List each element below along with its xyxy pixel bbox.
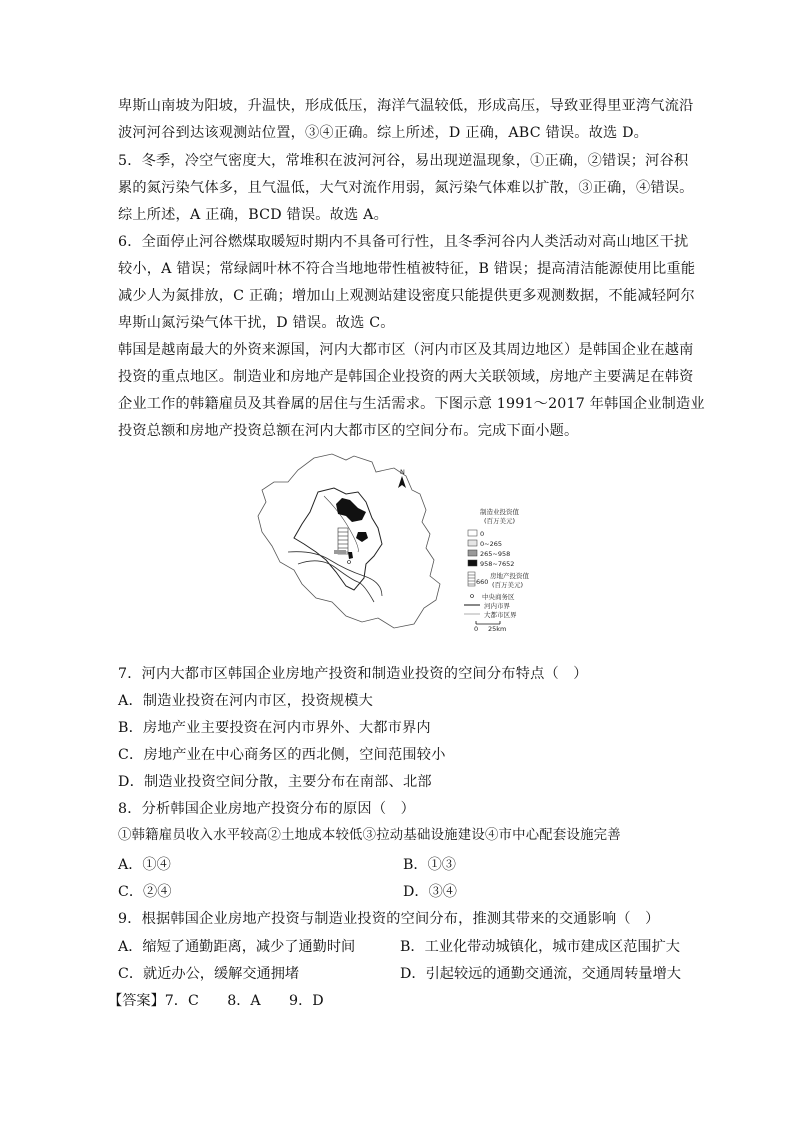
manufacturing-mid [334,550,346,554]
text-line: 卑斯山氮污染气体干扰，D 错误。故选 C。 [118,315,395,331]
text-line: 减少人为氮排放，C 正确；增加山上观测站建设密度只能提供更多观测数据，不能减轻阿尔 [118,288,695,304]
legend-realestate-value: 660 [476,578,489,586]
svg-text:N: N [400,468,405,476]
option-8d: D．③④ [403,884,457,900]
option-7a: A．制造业投资在河内市区，投资规模大 [118,693,374,709]
manufacturing-high [336,498,366,522]
text-line: 波河河谷到达该观测站位置，③④正确。综上所述，D 正确，ABC 错误。故选 D。 [118,125,649,141]
text-line: 6．全面停止河谷燃煤取暖短时期内不具备可行性，且冬季河谷内人类活动对高山地区干扰 [118,234,689,250]
scale-zero: 0 [474,625,479,632]
statements-8: ①韩籍雇员收入水平较高②土地成本较低③拉动基础设施建设④市中心配套设施完善 [118,828,621,843]
text-line: 综上所述，A 正确，BCD 错误。故选 A。 [118,207,388,223]
option-8a: A．①④ [118,857,171,873]
option-7d: D．制造业投资空间分散，主要分布在南部、北部 [118,774,432,790]
option-8c: C．②④ [118,884,172,900]
text-line: 投资的重点地区。制造业和房地产是韩国企业投资的两大关联领域，房地产主要满足在韩资 [118,369,694,385]
text-line: 企业工作的韩籍雇员及其眷属的居住与生活需求。下图示意 1991～2017 年韩国企业制造业 [118,396,705,412]
option-7c: C．房地产业在中心商务区的西北侧，空间范围较小 [118,747,446,763]
legend-class: 0~265 [480,540,502,548]
text-line: 投资总额和房地产投资总额在河内大都市区的空间分布。完成下面小题。 [118,423,579,439]
option-9c: C．就近办公，缓解交通拥堵 [118,966,300,982]
metro-boundary [258,454,440,628]
north-arrow-icon [398,468,406,488]
legend-title: 制造业投资值 [480,508,519,516]
legend-hanoi: 河内市界 [484,602,510,610]
manufacturing-high [356,532,368,542]
legend-class: 0 [480,530,485,538]
text-line: 较小，A 错误；常绿阔叶林不符合当地地带性植被特征，B 错误；提高清洁能源使用比重能 [118,261,696,277]
cbd-marker [348,561,351,564]
text-line: 韩国是越南最大的外资来源国，河内大都市区（河内市区及其周边地区）是韩国企业在越南 [118,342,694,358]
legend-cbd: 中央商务区 [482,593,515,601]
option-9d: D．引起较远的通勤交通流，交通周转量增大 [400,966,681,982]
option-9a: A．缩短了通勤距离，减少了通勤时间 [118,939,356,955]
answer-text: 7．C 8．A 9．D [164,993,324,1009]
text-line: 卑斯山南坡为阳坡，升温快，形成低压，海洋气温较低，形成高压，导致亚得里亚湾气流沿 [118,98,694,114]
option-9b: B．工业化带动城镇化，城市建成区范围扩大 [400,939,680,955]
question-9: 9．根据韩国企业房地产投资与制造业投资的空间分布，推测其带来的交通影响（ ） [118,911,660,927]
river [288,552,382,596]
legend-metro: 大都市区界 [484,611,517,619]
option-8b: B．①③ [403,857,456,873]
legend-class: 265~958 [480,550,511,558]
legend-unit: (百万美元) [484,517,516,525]
answer-line [108,991,324,1011]
legend-realestate-label: 房地产投资值 [490,572,529,580]
text-line: 累的氮污染气体多，且气温低，大气对流作用弱，氮污染气体难以扩散，③正确，④错误。 [118,180,694,196]
option-7b: B．房地产业主要投资在河内市界外、大都市界内 [118,720,431,736]
river [298,561,374,602]
answer-label: 【答案】 [108,993,165,1009]
question-8: 8．分析韩国企业房地产投资分布的原因（ ） [118,801,415,817]
manufacturing-high [348,552,353,559]
legend-realestate-unit: (百万美元) [492,581,524,589]
scale-25km: 25km [488,625,507,632]
legend-class: 958~7652 [480,560,515,568]
text-line: 5．冬季，冷空气密度大，常堆积在波河河谷，易出现逆温现象，①正确，②错误；河谷积 [118,153,689,169]
investment-map [254,452,554,632]
question-7: 7．河内大都市区韩国企业房地产投资和制造业投资的空间分布特点（ ） [118,666,588,682]
